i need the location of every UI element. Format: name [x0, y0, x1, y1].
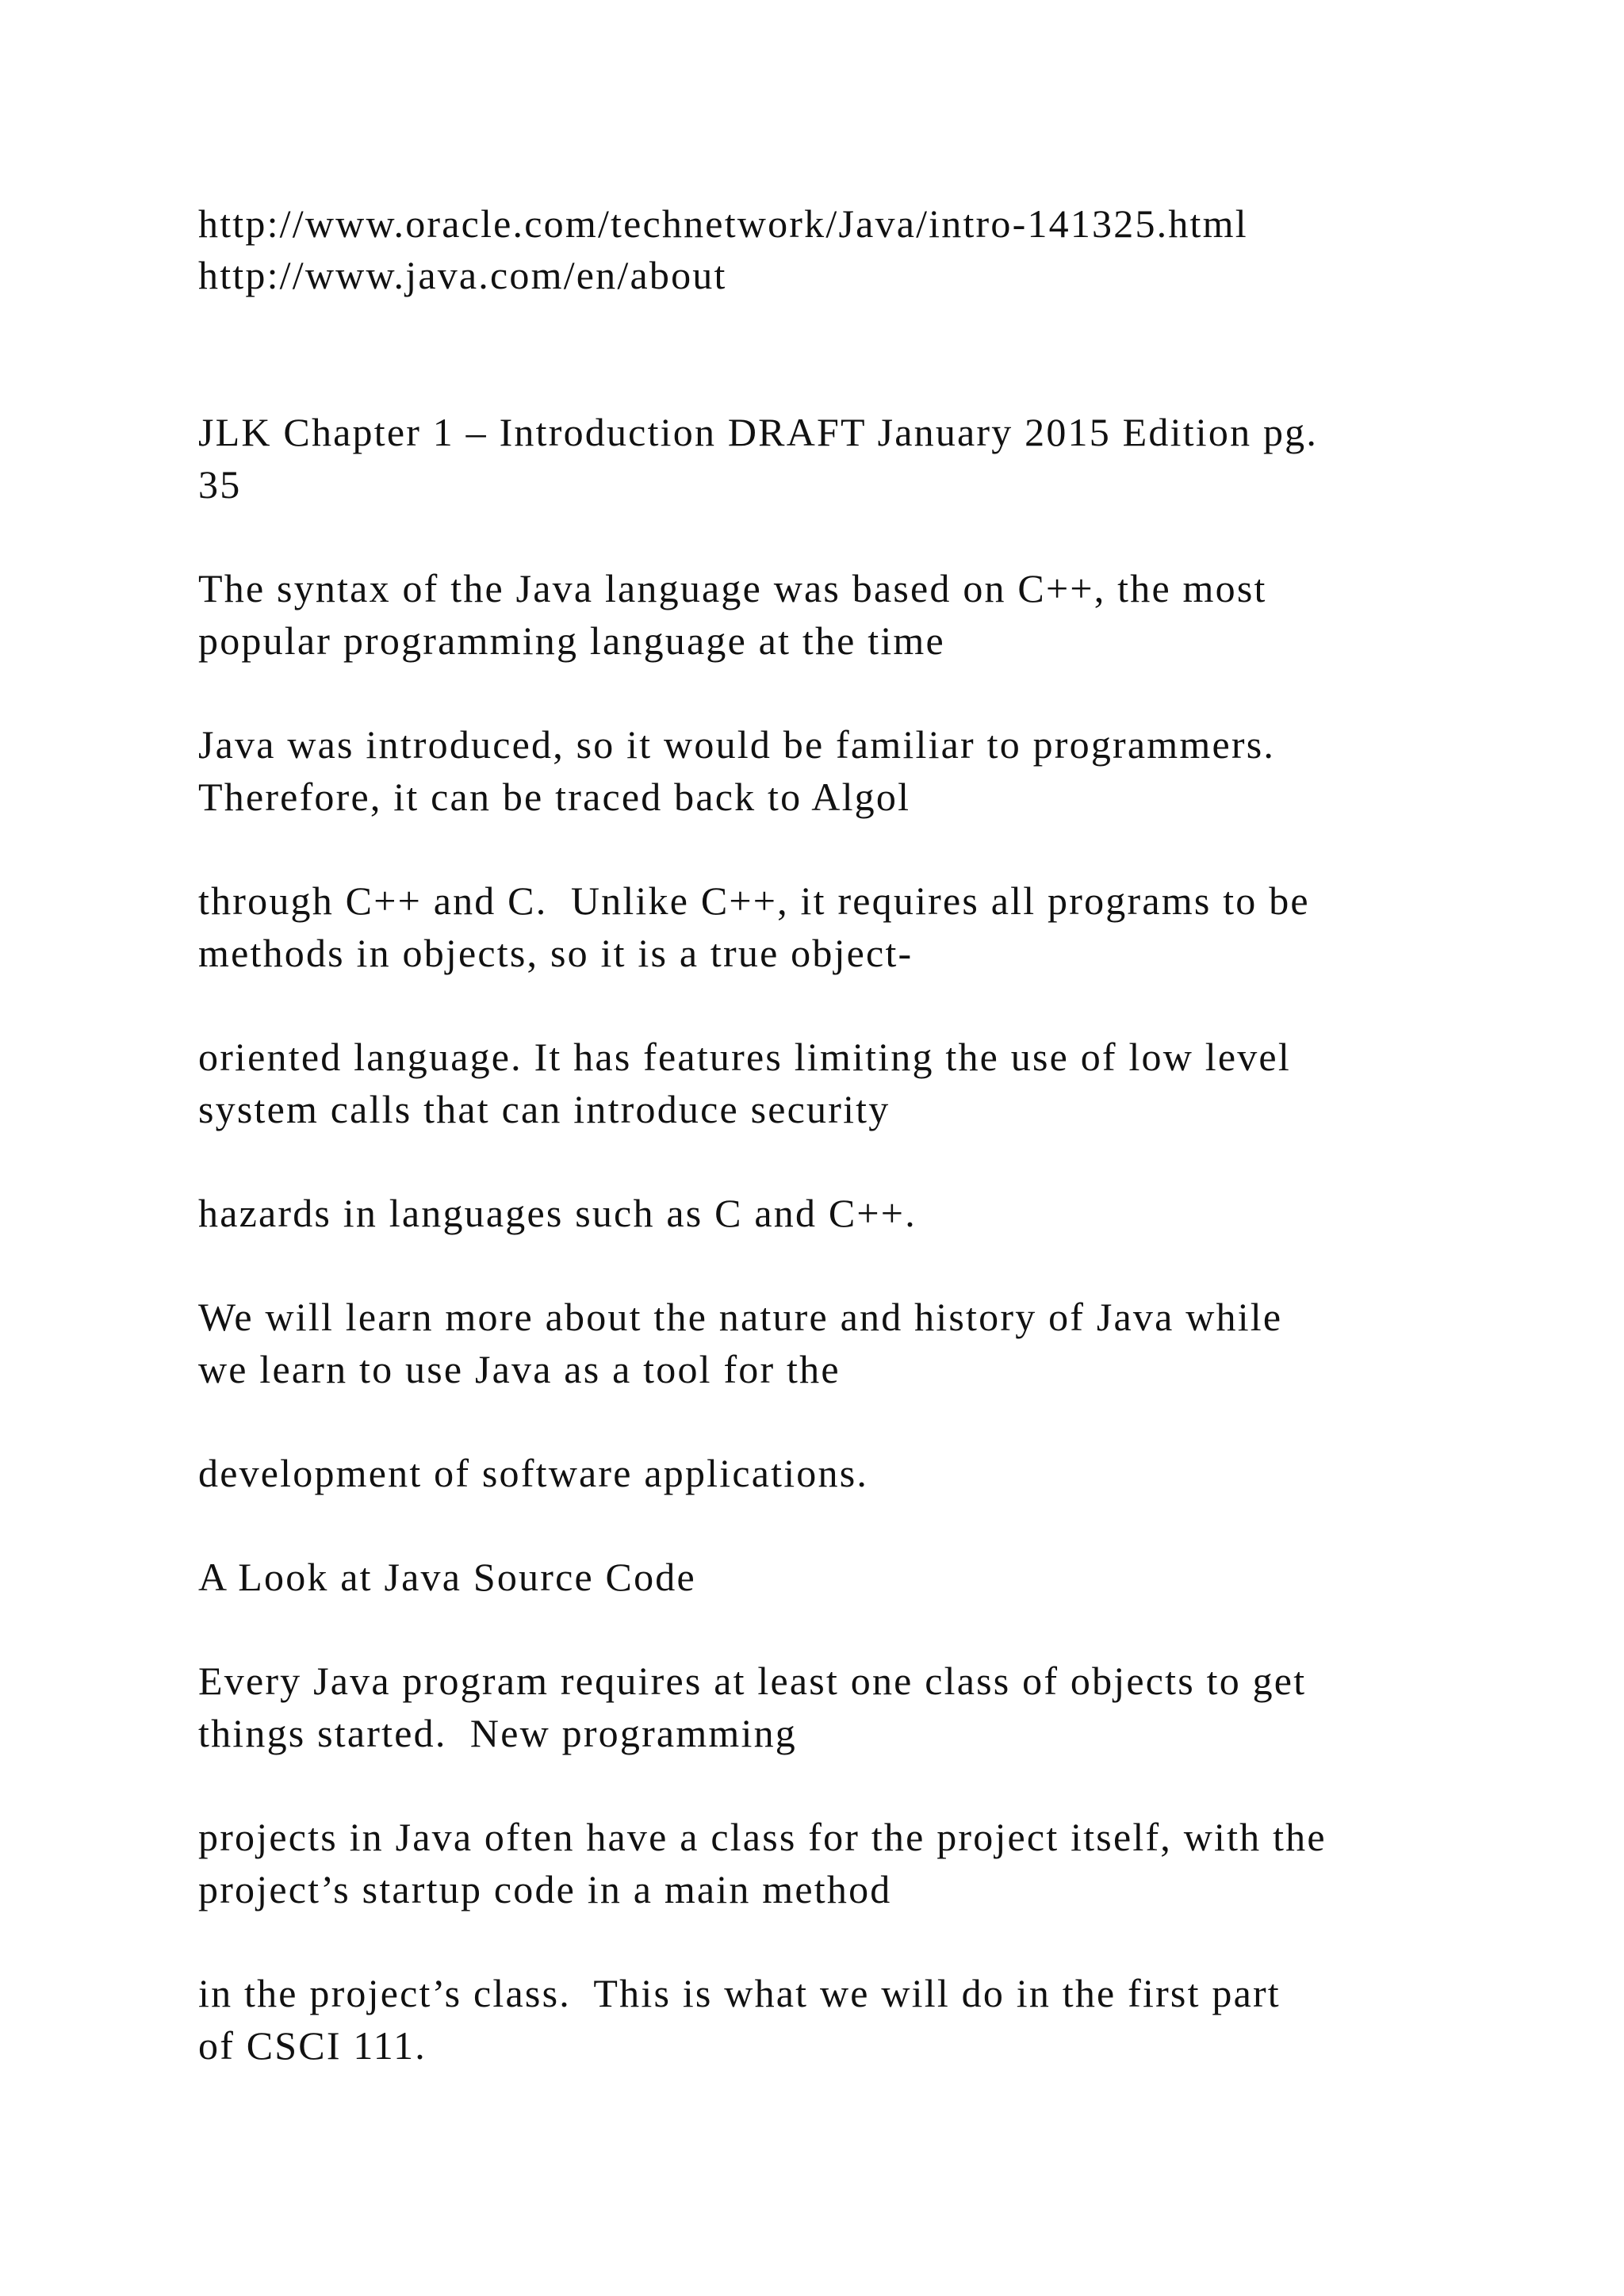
- body-text-line: through C++ and C. Unlike C++, it requires all programs to be: [198, 878, 1310, 923]
- body-text-line: Java was introduced, so it would be familiar to programmers.: [198, 722, 1276, 767]
- body-text-line: Every Java program requires at least one class of objects to get: [198, 1659, 1307, 1703]
- section-heading: A Look at Java Source Code: [198, 1555, 696, 1599]
- body-text-line: methods in objects, so it is a true object-: [198, 931, 914, 975]
- body-text-line: The syntax of the Java language was based on C++, the most: [198, 566, 1267, 610]
- page-number: 35: [198, 462, 242, 507]
- body-text-line: project’s startup code in a main method: [198, 1867, 892, 1911]
- body-text-line: oriented language. It has features limiting the use of low level: [198, 1035, 1291, 1079]
- body-text-line: we learn to use Java as a tool for the: [198, 1347, 841, 1391]
- body-text-line: Therefore, it can be traced back to Algol: [198, 775, 911, 819]
- body-text-line: projects in Java often have a class for the project itself, with the: [198, 1815, 1327, 1859]
- body-text-line: system calls that can introduce security: [198, 1087, 891, 1131]
- body-text-line: of CSCI 111.: [198, 2023, 427, 2068]
- body-text-line: hazards in languages such as C and C++.: [198, 1191, 917, 1235]
- page-header: JLK Chapter 1 – Introduction DRAFT January 2015 Edition pg.: [198, 410, 1319, 454]
- body-text-line: in the project’s class. This is what we will do in the first part: [198, 1971, 1281, 2015]
- reference-link-oracle: http://www.oracle.com/technetwork/Java/intro-141325.html: [198, 201, 1248, 246]
- body-text-line: things started. New programming: [198, 1711, 797, 1755]
- body-text-line: popular programming language at the time: [198, 618, 945, 663]
- body-text-line: We will learn more about the nature and history of Java while: [198, 1295, 1283, 1339]
- reference-link-java: http://www.java.com/en/about: [198, 253, 727, 297]
- body-text-line: development of software applications.: [198, 1451, 869, 1495]
